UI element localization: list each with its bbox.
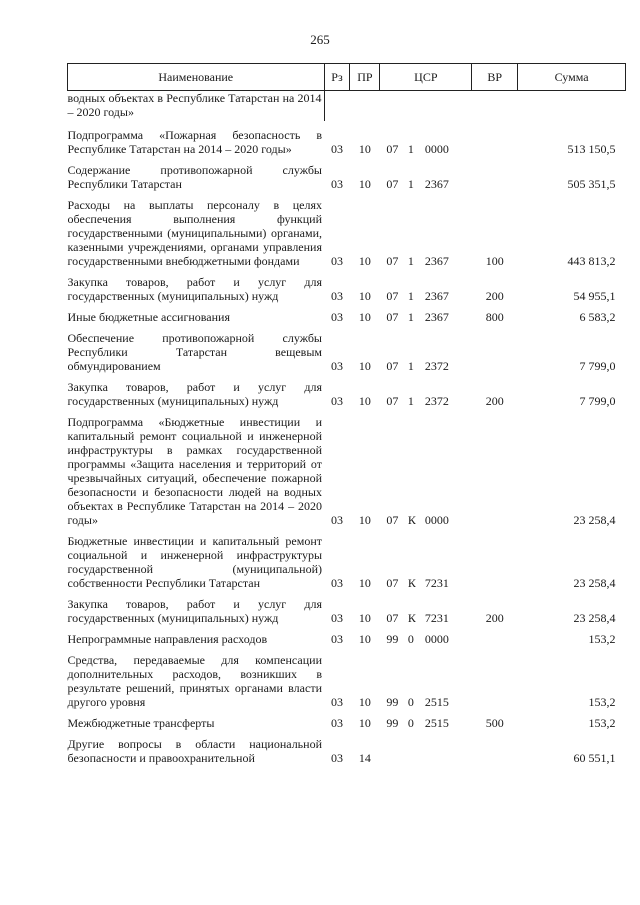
row-csr-group: 07: [386, 611, 399, 625]
row-name: Бюджетные инвестиции и капитальный ремонт социальной и инженерной инфраструктуры государственной (муниципальной) собственности Республики Татарстан: [67, 534, 322, 590]
row-name: Межбюджетные трансферты: [67, 716, 215, 730]
row-pr: 10: [358, 695, 371, 709]
row-pr: 10: [358, 513, 371, 527]
row-rz: 03: [330, 177, 343, 191]
row-pr: [350, 91, 380, 122]
row-csr-subgroup: К: [407, 513, 416, 527]
row-rz: 03: [330, 394, 343, 408]
row-rz: 03: [330, 695, 343, 709]
row-csr-subgroup: 1: [407, 394, 414, 408]
row-sum: 153,2: [588, 695, 616, 709]
row-sum: 6 583,2: [579, 310, 616, 324]
row-sum: 23 258,4: [573, 513, 616, 527]
row-pr: 10: [358, 716, 371, 730]
table-row: [68, 730, 626, 765]
row-name: Обеспечение противопожарной службы Республики Татарстан вещевым обмундированием: [67, 331, 322, 373]
table-row: [68, 121, 626, 156]
row-csr-group: 07: [386, 359, 399, 373]
table-row: [68, 91, 626, 122]
row-csr-subgroup: [405, 91, 425, 122]
row-name: Другие вопросы в области национальной безопасности и правоохранительной: [67, 737, 322, 765]
table-row: [68, 303, 626, 324]
row-pr: 10: [358, 310, 371, 324]
row-pr: 10: [358, 142, 371, 156]
row-name: Закупка товаров, работ и услуг для государственных (муниципальных) нужд: [67, 275, 322, 303]
header-name: Наименование: [68, 64, 325, 91]
row-rz: 03: [330, 513, 343, 527]
row-sum: 505 351,5: [567, 177, 616, 191]
row-rz: 03: [330, 611, 343, 625]
row-csr-subgroup: 0: [407, 632, 414, 646]
row-pr: 10: [358, 177, 371, 191]
row-pr: 10: [358, 394, 371, 408]
table-header-row: [68, 64, 626, 91]
row-sum: 23 258,4: [573, 611, 616, 625]
row-vr: [472, 408, 518, 527]
row-csr-group: 07: [386, 254, 399, 268]
row-csr-code: 2372: [424, 359, 449, 373]
row-csr-subgroup: 1: [407, 289, 414, 303]
row-csr-code: 2367: [424, 177, 449, 191]
table-row: [68, 156, 626, 191]
row-name: Подпрограмма «Пожарная безопасность в Республике Татарстан на 2014 – 2020 годы»: [67, 128, 322, 156]
table-row: [68, 709, 626, 730]
row-vr: 800: [485, 310, 504, 324]
row-pr: 10: [358, 632, 371, 646]
table-row: [68, 625, 626, 646]
row-csr-group: 99: [386, 716, 399, 730]
row-csr-subgroup: 1: [407, 177, 414, 191]
row-vr: [472, 91, 518, 122]
header-vr: ВР: [472, 64, 518, 91]
header-sum: Сумма: [518, 64, 626, 91]
row-name: Подпрограмма «Бюджетные инвестиции и капитальный ремонт социальной и инженерной инфраструктуры в рамках государственной программы «Защита населения и территорий от чрезвычайных ситуаций, обеспечение пожарной безопасности и безопасности людей на водных объектах в Республике Татарстан на 2014 – 2020 годы»: [67, 415, 322, 527]
budget-table: [67, 63, 626, 765]
row-rz: 03: [330, 576, 343, 590]
row-sum: 153,2: [588, 716, 616, 730]
row-sum: 7 799,0: [579, 359, 616, 373]
row-csr-code: 7231: [424, 611, 449, 625]
row-vr: [472, 324, 518, 373]
row-name: водных объектах в Республике Татарстан на 2014 – 2020 годы»: [68, 91, 325, 122]
row-csr-group: [380, 91, 405, 122]
row-rz: 03: [330, 632, 343, 646]
row-pr: 10: [358, 611, 371, 625]
row-pr: 10: [358, 254, 371, 268]
row-rz: 03: [330, 254, 343, 268]
row-vr: 500: [485, 716, 504, 730]
row-vr: [472, 625, 518, 646]
row-csr-code: 0000: [424, 513, 449, 527]
row-csr-subgroup: [405, 730, 425, 765]
row-vr: [472, 527, 518, 590]
table-row: [68, 324, 626, 373]
row-vr: 100: [485, 254, 504, 268]
table-row: [68, 268, 626, 303]
row-vr: [472, 156, 518, 191]
row-sum: 513 150,5: [567, 142, 616, 156]
header-csr: ЦСР: [380, 64, 472, 91]
row-rz: 03: [330, 289, 343, 303]
row-name: Иные бюджетные ассигнования: [67, 310, 230, 324]
row-name: Средства, передаваемые для компенсации дополнительных расходов, возникших в результате решений, принятых органами власти другого уровня: [67, 653, 322, 709]
row-rz: 03: [330, 751, 343, 765]
row-csr-subgroup: 1: [407, 310, 414, 324]
row-csr-group: 07: [386, 289, 399, 303]
row-name: Непрограммные направления расходов: [67, 632, 268, 646]
table-row: [68, 408, 626, 527]
row-csr-subgroup: 0: [407, 716, 414, 730]
row-csr-code: [425, 730, 472, 765]
row-pr: 10: [358, 289, 371, 303]
header-pr: ПР: [350, 64, 380, 91]
row-name: Содержание противопожарной службы Республики Татарстан: [67, 163, 322, 191]
row-name: Расходы на выплаты персоналу в целях обеспечения выполнения функций государственными (муниципальными) органами, казенными учреждениями, органами управления государственными внебюджетными фондами: [67, 198, 322, 268]
row-vr: [472, 646, 518, 709]
row-csr-group: 99: [386, 632, 399, 646]
row-csr-group: 07: [386, 177, 399, 191]
row-sum: 54 955,1: [573, 289, 616, 303]
row-csr-subgroup: 0: [407, 695, 414, 709]
row-csr-group: [380, 730, 405, 765]
header-rz: Рз: [324, 64, 350, 91]
row-csr-group: 07: [386, 310, 399, 324]
row-rz: 03: [330, 716, 343, 730]
row-csr-group: 07: [386, 142, 399, 156]
row-sum: 153,2: [588, 632, 616, 646]
row-csr-code: 0000: [424, 632, 449, 646]
row-csr-subgroup: К: [407, 611, 416, 625]
row-csr-code: 0000: [424, 142, 449, 156]
row-csr-group: 07: [386, 513, 399, 527]
row-csr-code: 2515: [424, 716, 449, 730]
row-rz: [324, 91, 350, 122]
row-csr-code: 2372: [424, 394, 449, 408]
row-vr: 200: [485, 611, 504, 625]
page-number: 265: [310, 32, 330, 47]
row-csr-code: [425, 91, 472, 122]
table-row: [68, 191, 626, 268]
row-sum: [518, 91, 626, 122]
row-sum: 60 551,1: [573, 751, 616, 765]
table-row: [68, 590, 626, 625]
row-csr-group: 99: [386, 695, 399, 709]
row-csr-code: 2515: [424, 695, 449, 709]
row-csr-group: 07: [386, 394, 399, 408]
row-pr: 10: [358, 576, 371, 590]
row-csr-subgroup: 1: [407, 254, 414, 268]
row-csr-subgroup: 1: [407, 142, 414, 156]
row-vr: 200: [485, 289, 504, 303]
table-row: [68, 527, 626, 590]
row-rz: 03: [330, 142, 343, 156]
row-pr: 14: [358, 751, 371, 765]
row-vr: [472, 730, 518, 765]
row-csr-group: 07: [386, 576, 399, 590]
table-row: [68, 646, 626, 709]
row-sum: 23 258,4: [573, 576, 616, 590]
row-name: Закупка товаров, работ и услуг для государственных (муниципальных) нужд: [67, 380, 322, 408]
row-rz: 03: [330, 310, 343, 324]
row-csr-subgroup: 1: [407, 359, 414, 373]
row-csr-subgroup: К: [407, 576, 416, 590]
row-pr: 10: [358, 359, 371, 373]
row-csr-code: 2367: [424, 289, 449, 303]
row-vr: [472, 121, 518, 156]
row-vr: 200: [485, 394, 504, 408]
row-csr-code: 2367: [424, 310, 449, 324]
row-sum: 7 799,0: [579, 394, 616, 408]
row-csr-code: 2367: [424, 254, 449, 268]
row-sum: 443 813,2: [567, 254, 616, 268]
row-csr-code: 7231: [424, 576, 449, 590]
row-rz: 03: [330, 359, 343, 373]
row-name: Закупка товаров, работ и услуг для государственных (муниципальных) нужд: [67, 597, 322, 625]
table-row: [68, 373, 626, 408]
